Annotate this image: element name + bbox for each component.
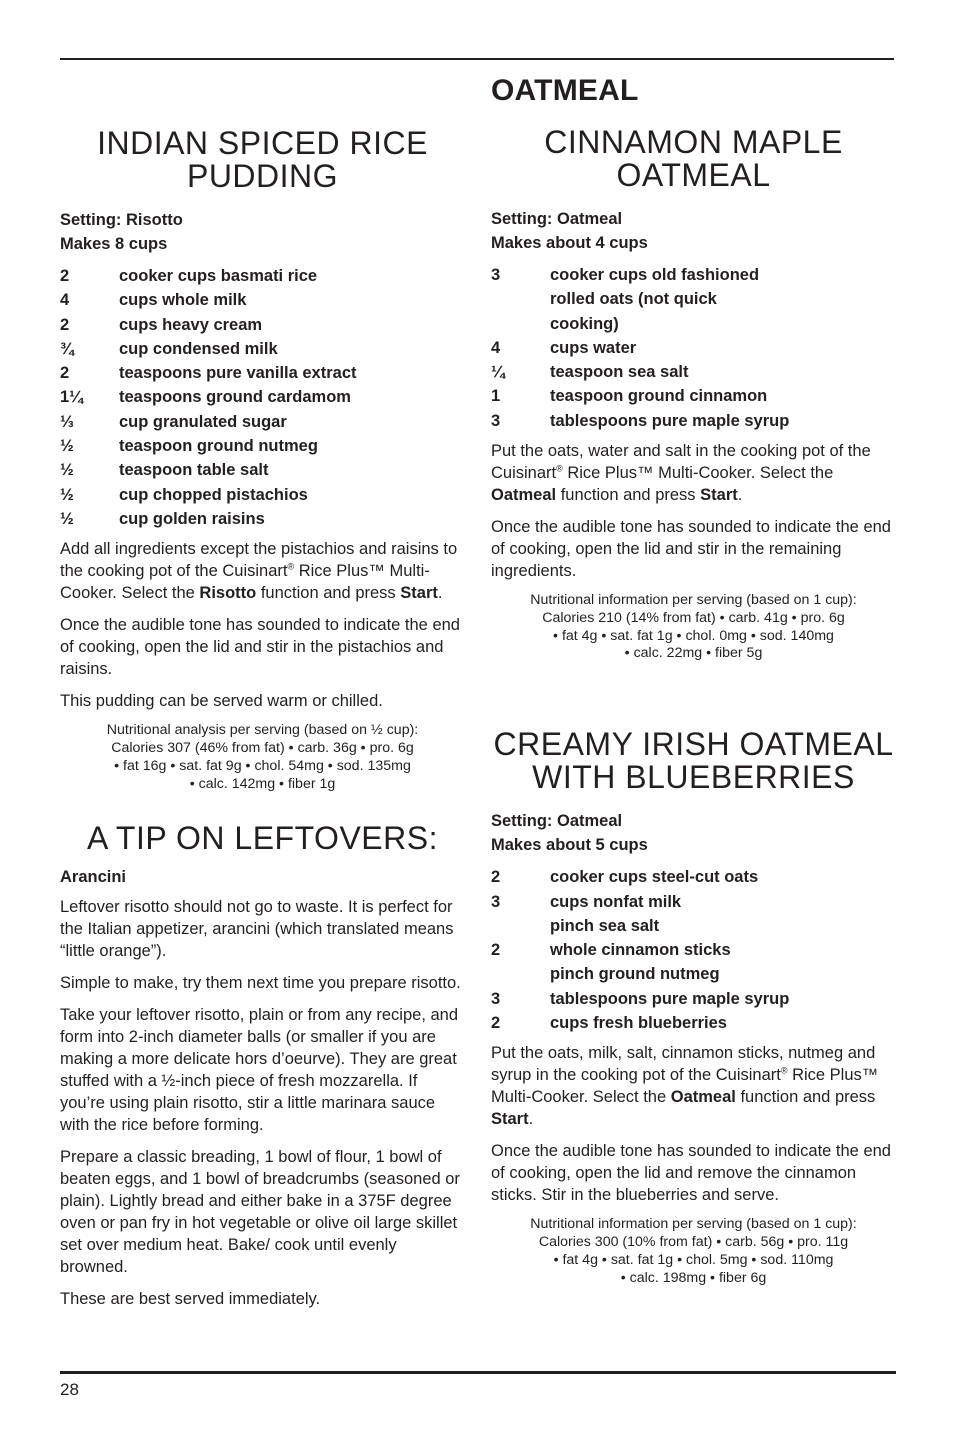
tip-subtitle: Arancini (60, 868, 127, 887)
ingredient-row (491, 914, 896, 938)
ingredient-qty: 2 (60, 315, 70, 334)
setting-label: Setting: Oatmeal (491, 812, 623, 831)
ingredient-item: cooker cups old fashioned rolled oats (not quick cooking) (550, 266, 760, 333)
ingredient-qty: 1¼ (60, 388, 83, 407)
directions-paragraph: Once the audible tone has sounded to indicate the end of cooking, open the lid and stir in the pistachios and raisins. (60, 616, 460, 679)
ingredient-item: cups fresh blueberries (550, 1014, 727, 1033)
ingredient-item: cup granulated sugar (119, 412, 287, 431)
ingredient-qty: 3 (491, 892, 501, 911)
ingredient-list (491, 263, 896, 433)
serving-note: This pudding can be served warm or chilled. (60, 692, 383, 711)
ingredient-list (491, 865, 896, 1035)
directions-paragraph: Once the audible tone has sounded to indicate the end of cooking, open the lid and stir in the remaining ingredients. (491, 518, 891, 581)
ingredient-row (60, 288, 465, 312)
ingredient-row (60, 458, 465, 482)
ingredient-item: cups heavy cream (119, 315, 263, 334)
setting-label: Setting: Risotto (60, 211, 183, 229)
tip-paragraph: Simple to make, try them next time you prepare risotto. (60, 974, 461, 993)
ingredient-item: pinch ground nutmeg (550, 965, 720, 984)
ingredient-row (491, 962, 896, 986)
ingredient-row (60, 483, 465, 507)
ingredient-row (60, 337, 465, 361)
ingredient-item: cooker cups basmati rice (119, 267, 318, 285)
ingredient-item: cup golden raisins (119, 509, 265, 528)
ingredient-item: tablespoons pure maple syrup (550, 989, 790, 1008)
ingredient-row (60, 313, 465, 337)
ingredient-item: whole cinnamon sticks (550, 941, 731, 960)
tip-paragraph: Prepare a classic breading, 1 bowl of flour, 1 bowl of beaten eggs, and 1 bowl of breadcrumbs (seasoned or plain). Lightly bread and either bake in a 375F degree oven or pan fry in hot vegetable or olive oil large skillet set over medium heat. Bake/ cook until evenly browned. (60, 1148, 460, 1277)
ingredient-row (491, 890, 896, 914)
directions-paragraph: Add all ingredients except the pistachios and raisins to the cooking pot of the Cuisinart® Rice Plus™ Multi-Cooker. Select the Risotto function and press Start. (60, 540, 458, 603)
recipe-meta (60, 208, 465, 256)
ingredient-item: cups nonfat milk (550, 892, 682, 911)
ingredient-row (491, 384, 896, 408)
ingredient-qty: ½ (60, 485, 74, 504)
bottom-rule (60, 1371, 896, 1374)
top-rule (60, 58, 894, 60)
tip-paragraph: These are best served immediately. (60, 1290, 321, 1309)
ingredient-qty: 2 (60, 267, 70, 285)
makes-label: Makes about 4 cups (491, 234, 648, 252)
ingredient-qty: 2 (491, 941, 501, 960)
ingredient-qty: 1 (491, 387, 501, 406)
ingredient-item: cups water (550, 338, 637, 357)
ingredient-qty (491, 962, 550, 986)
ingredient-row (491, 409, 896, 433)
ingredient-row (60, 410, 465, 434)
ingredient-qty: 3 (491, 989, 501, 1008)
ingredient-item: teaspoon ground cinnamon (550, 387, 768, 406)
ingredient-qty: 3 (491, 411, 501, 430)
ingredient-qty: ⅓ (60, 412, 74, 431)
ingredient-item: teaspoons ground cardamom (119, 388, 351, 407)
ingredient-qty: 3 (491, 266, 501, 284)
ingredient-qty: 4 (491, 338, 501, 357)
recipe-meta (491, 207, 896, 255)
section-heading: OATMEAL (491, 74, 639, 107)
ingredient-row (491, 987, 896, 1011)
ingredient-item: cups whole milk (119, 291, 247, 310)
tip-paragraph: Leftover risotto should not go to waste. It is perfect for the Italian appetizer, arancini (which translated means “little orange”). (60, 898, 454, 961)
directions-paragraph: Once the audible tone has sounded to indicate the end of cooking, open the lid and remove the cinnamon sticks. Stir in the blueberries and serve. (491, 1142, 891, 1205)
ingredient-qty: ¾ (60, 339, 74, 358)
ingredient-row (60, 264, 465, 288)
ingredient-qty: ¼ (491, 363, 505, 382)
ingredient-row (491, 865, 896, 889)
tip-paragraph: Take your leftover risotto, plain or from any recipe, and form into 2-inch diameter balls (or smaller if you are making a more delicate hors d’oeurve). They are great stuffed with a ½-inch piece of fresh mozzarella. If you’re using plain risotto, stir a little marinara sauce with the rice before forming. (60, 1006, 459, 1135)
ingredient-item: cup condensed milk (119, 339, 278, 358)
ingredient-qty: 2 (60, 364, 70, 383)
nutrition-info: Nutritional information per serving (based on 1 cup): Calories 210 (14% from fat) • carb. 41g • pro. 6g • fat 4g • sat. fat 1g • chol. 0mg • sod. 140mg • calc. 22mg • fiber 5g (530, 592, 857, 662)
directions-paragraph: Put the oats, water and salt in the cooking pot of the Cuisinart® Rice Plus™ Multi-Cooker. Select the Oatmeal function and press Start. (491, 442, 871, 505)
ingredient-qty: ½ (60, 461, 74, 480)
ingredient-qty: 4 (60, 291, 70, 310)
ingredient-row (60, 434, 465, 458)
recipe-title-cinnamon-oatmeal: CINNAMON MAPLE OATMEAL (544, 124, 843, 193)
ingredient-row (491, 1011, 896, 1035)
ingredient-item: teaspoon sea salt (550, 363, 689, 382)
page-number: 28 (60, 1380, 79, 1399)
ingredient-item: cooker cups steel-cut oats (550, 868, 759, 887)
ingredient-qty (491, 914, 550, 938)
ingredient-row (491, 938, 896, 962)
ingredient-item: pinch sea salt (550, 916, 660, 935)
nutrition-info: Nutritional analysis per serving (based on ½ cup): Calories 307 (46% from fat) • carb. 36g • pro. 6g • fat 16g • sat. fat 9g • chol. 54mg • sod. 135mg • calc. 142mg • fiber 1g (106, 722, 419, 792)
ingredient-qty: 2 (491, 1014, 501, 1033)
ingredient-qty: 2 (491, 868, 501, 887)
recipe-title-rice-pudding: INDIAN SPICED RICE PUDDING (97, 125, 428, 194)
ingredient-row (60, 507, 465, 531)
recipe-meta (491, 809, 896, 857)
right-column (491, 72, 896, 1288)
makes-label: Makes about 5 cups (491, 836, 648, 855)
setting-label: Setting: Oatmeal (491, 210, 623, 228)
ingredient-list (60, 264, 465, 531)
ingredient-item: cup chopped pistachios (119, 485, 308, 504)
recipe-title-irish-oatmeal: CREAMY IRISH OATMEAL WITH BLUEBERRIES (493, 726, 894, 796)
ingredient-row (491, 360, 896, 384)
ingredient-row (60, 361, 465, 385)
ingredient-item: teaspoon table salt (119, 461, 269, 480)
ingredient-item: teaspoon ground nutmeg (119, 437, 318, 456)
makes-label: Makes 8 cups (60, 235, 168, 253)
ingredient-item: tablespoons pure maple syrup (550, 411, 790, 430)
tip-title: A TIP ON LEFTOVERS: (87, 820, 438, 857)
ingredient-row (491, 263, 896, 336)
nutrition-info: Nutritional information per serving (based on 1 cup): Calories 300 (10% from fat) • carb. 56g • pro. 11g • fat 4g • sat. fat 1g • chol. 5mg • sod. 110mg • calc. 198mg • fiber 6g (530, 1216, 857, 1286)
ingredient-item: teaspoons pure vanilla extract (119, 364, 357, 383)
ingredient-qty: ½ (60, 509, 74, 528)
ingredient-row (491, 336, 896, 360)
directions-paragraph: Put the oats, milk, salt, cinnamon sticks, nutmeg and syrup in the cooking pot of the Cuisinart® Rice Plus™ Multi-Cooker. Select the Oatmeal function and press Start. (491, 1044, 879, 1129)
ingredient-qty: ½ (60, 437, 74, 456)
ingredient-row (60, 385, 465, 409)
left-column (60, 127, 465, 1320)
